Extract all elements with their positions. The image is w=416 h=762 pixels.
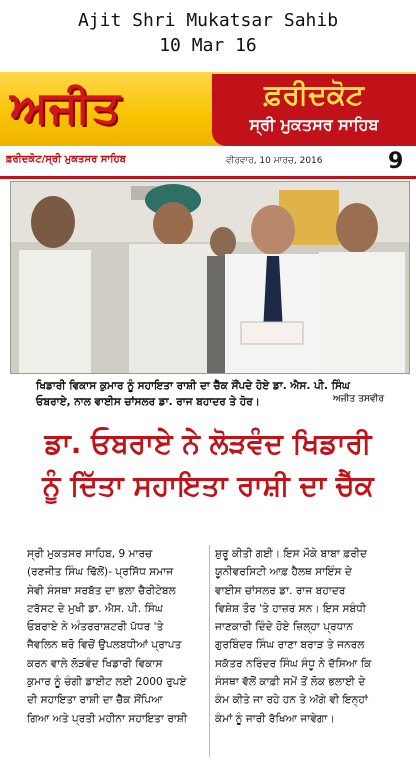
news-photo bbox=[10, 181, 410, 374]
edition-box bbox=[212, 74, 416, 146]
photo-caption-line: ਓਬਰਾਏ, ਨਾਲ ਵਾਈਸ ਚਾਂਸਲਰ ਡਾ. ਰਾਜ ਬਹਾਦਰ ਤੇ ਹੋਰ। bbox=[36, 396, 260, 408]
edition-title: ਫ਼ਰੀਦਕੋਟ bbox=[264, 78, 364, 111]
article-line: ਕੰਮ ਕੀਤੇ ਜਾ ਰਹੇ ਹਨ ਤੇ ਅੱਗੇ ਵੀ ਇਨ੍ਹਾਂ bbox=[215, 694, 368, 707]
article-line: ਸਕੱਤਰ ਨਰਿੰਦਰ ਸਿੰਘ ਸੰਧੂ ਨੇ ਦੱਸਿਆ ਕਿ bbox=[215, 657, 372, 670]
article-line: ਸ਼ੁਰੂ ਕੀਤੀ ਗਈ। ਇਸ ਮੌਕੇ ਬਾਬਾ ਫ਼ਰੀਦ bbox=[215, 548, 368, 560]
section-label: ਫ਼ਰੀਦਕੋਟ/ਸ੍ਰੀ ਮੁਕਤਸਰ ਸਾਹਿਬ bbox=[6, 154, 126, 165]
article-line: ਟਰੱਸਟ ਦੇ ਮੁਖੀ ਡਾ. ਐਸ. ਪੀ. ਸਿੰਘ bbox=[27, 602, 163, 615]
article-line: ਗੁਰਬਿੰਦਰ ਸਿੰਘ ਰਾਣਾ ਬਰਾੜ ਤੇ ਜਨਰਲ bbox=[215, 639, 365, 652]
edition-subtitle: ਸ੍ਰੀ ਮੁਕਤਸਰ ਸਾਹਿਬ bbox=[249, 115, 379, 134]
article-line: ਵਾਈਸ ਚਾਂਸਲਰ ਡਾ. ਰਾਜ ਬਹਾਦਰ bbox=[215, 584, 346, 597]
clipping-source: Ajit Shri Mukatsar Sahib bbox=[77, 10, 339, 31]
article-line: ਯੂਨੀਵਰਸਿਟੀ ਆਫ਼ ਹੈਲਥ ਸਾਇੰਸ ਦੇ bbox=[215, 566, 352, 579]
headline bbox=[8, 423, 408, 507]
article-column-left bbox=[27, 545, 205, 728]
headline-line: ਨੂੰ ਦਿੱਤਾ ਸਹਾਇਤਾ ਰਾਸ਼ੀ ਦਾ ਚੈੱਕ bbox=[42, 469, 374, 502]
article-line: ਸੇਵੀ ਸੰਸਥਾ ਸਰਬੱਤ ਦਾ ਭਲਾ ਚੈਰੀਟੇਬਲ bbox=[27, 584, 176, 597]
article-line: ਗਿਆ ਅਤੇ ਪ੍ਰਤੀ ਮਹੀਨਾ ਸਹਾਇਤਾ ਰਾਸ਼ੀ bbox=[27, 712, 188, 725]
article-line: (ਰਣਜੀਤ ਸਿੰਘ ਢਿੱਲੋਂ)- ਪ੍ਰਸਿੱਧ ਸਮਾਜ bbox=[27, 566, 174, 579]
article-line: ਦੀ ਸਹਾਇਤਾ ਰਾਸ਼ੀ ਦਾ ਚੈੱਕ ਸੌਂਪਿਆ bbox=[27, 694, 163, 707]
article-column-right bbox=[215, 545, 393, 728]
article-line: ਕੁਮਾਰ ਨੂੰ ਚੰਗੀ ਡਾਈਟ ਲਈ 2000 ਰੁਪਏ bbox=[27, 676, 187, 689]
section-bar bbox=[0, 148, 416, 179]
article-line: ਓਬਰਾਏ ਨੇ ਅੰਤਰਰਾਸ਼ਟਰੀ ਪੱਧਰ 'ਤੇ bbox=[27, 621, 164, 634]
page-number: 9 bbox=[388, 149, 404, 174]
photo-credit: ਅਜੀਤ ਤਸਵੀਰ bbox=[333, 394, 384, 404]
masthead bbox=[0, 72, 416, 146]
headline-line: ਡਾ. ਓਬਰਾਏ ਨੇ ਲੋੜਵੰਦ ਖਿਡਾਰੀ bbox=[44, 427, 372, 460]
article-line: ਵਿਸ਼ੇਸ਼ ਤੌਰ 'ਤੇ ਹਾਜ਼ਰ ਸਨ। ਇਸ ਸਬੰਧੀ bbox=[215, 602, 367, 615]
news-photo-illustration bbox=[11, 182, 409, 373]
article-line: ਕੰਮਾਂ ਨੂੰ ਜਾਰੀ ਰੱਖਿਆ ਜਾਵੇਗਾ। bbox=[215, 712, 335, 725]
clipping-date: 10 Mar 16 bbox=[159, 35, 257, 56]
newspaper-logo: ਅਜੀਤ bbox=[10, 82, 121, 133]
article-line: ਸੰਸਥਾ ਵੱਲੋਂ ਕਾਫ਼ੀ ਸਮੇਂ ਤੋਂ ਲੋਕ ਭਲਾਈ ਦੇ bbox=[215, 676, 366, 689]
clipping-caption bbox=[0, 0, 416, 68]
article-line: ਜੈਵਲਿਨ ਥਰੋ ਵਿਚੋਂ ਉਪਲਬਧੀਆਂ ਪ੍ਰਾਪਤ bbox=[27, 639, 182, 652]
photo-caption-line: ਖਿਡਾਰੀ ਵਿਕਾਸ ਕੁਮਾਰ ਨੂੰ ਸਹਾਇਤਾ ਰਾਸ਼ੀ ਦਾ ਚੈੱਕ ਸੌਂਪਦੇ ਹੋਏ ਡਾ. ਐਸ. ਪੀ. ਸਿੰਘ bbox=[36, 380, 350, 392]
article-line: ਸ੍ਰੀ ਮੁਕਤਸਰ ਸਾਹਿਬ, 9 ਮਾਰਚ bbox=[27, 548, 153, 560]
article-line: ਕਰਨ ਵਾਲੇ ਲੋੜਵੰਦ ਖਿਡਾਰੀ ਵਿਕਾਸ bbox=[27, 657, 163, 670]
column-divider bbox=[209, 545, 210, 757]
section-date: ਵੀਰਵਾਰ, 10 ਮਾਰਚ, 2016 bbox=[226, 156, 323, 166]
article-line: ਜਾਣਕਾਰੀ ਦਿੰਦੇ ਹੋਏ ਜ਼ਿਲ੍ਹਾ ਪ੍ਰਧਾਨ bbox=[215, 621, 354, 634]
